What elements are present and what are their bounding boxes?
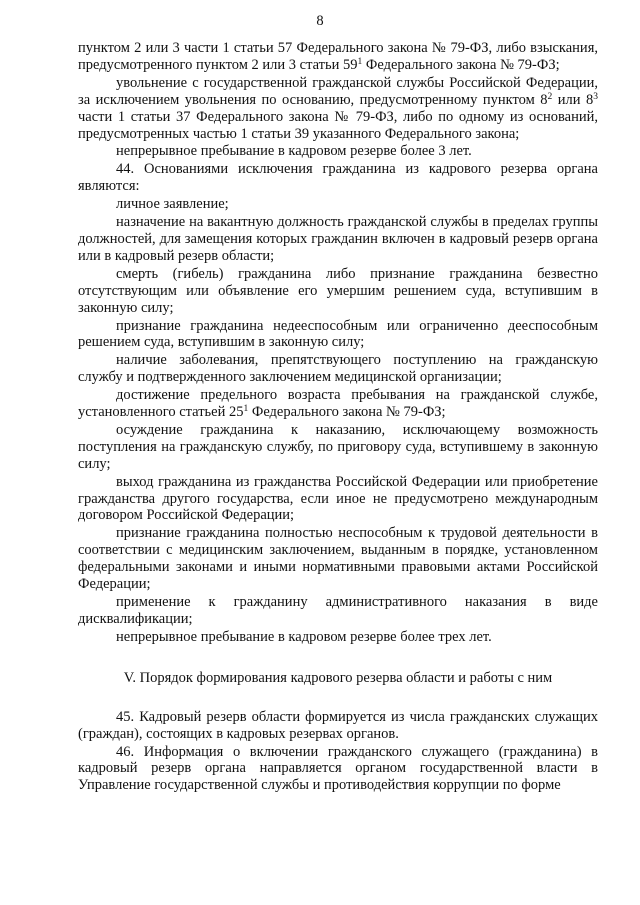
section-heading: V. Порядок формирования кадрового резерва области и работы с ним [123,669,553,686]
paragraph-disease: наличие заболевания, препятствующего поступлению на гражданскую службу и подтвержденного заключением медицинской организации; [78,352,598,386]
paragraph-conviction: осуждение гражданина к наказанию, исключающему возможность поступления на гражданскую службу, по приговору суда, вступившему в законную силу; [78,421,598,472]
paragraph-45: 45. Кадровый резерв области формируется из числа гражданских служащих (граждан), состоящих в кадровых резервах органов. [78,708,598,742]
superscript: 1 [243,404,249,415]
paragraph-appointment: назначение на вакантную должность гражданской службы в пределах группы должностей, для замещения которых гражданин включен в кадровый резерв органа или в кадровый резерв области; [78,214,598,264]
paragraph-personal-statement: личное заявление; [116,196,229,213]
paragraph-dismissal: увольнение с государственной гражданской службы Российской Федерации, за исключением увольнения по основанию, предусмотренному пунктом $8^2$ или $8^3$ части 1 статьи 37 Федерального закона № 79-ФЗ, либо по одному из оснований, предусмотренных частью 1 статьи 39 указанного Федерального закона; [78,74,598,142]
paragraph-46: 46. Информация о включении гражданского служащего (гражданина) в кадровый резерв органа направляется органом государственной власти в Управление государственной службы и противодействия коррупции по форме [78,743,598,794]
paragraph-age-limit: достижение предельного возраста пребывания на гражданской службе, установленного статьей $25^1$ Федерального закона № 79-ФЗ; [78,387,598,421]
superscript: 3 [593,91,598,102]
page-number: 8 [316,13,324,29]
superscript: 1 [357,56,363,67]
superscript: 2 [547,91,553,102]
document-body [78,40,598,795]
paragraph-work-incapacity: признание гражданина полностью неспособным к трудовой деятельности в соответствии с медицинским заключением, выданным в порядке, установленном федеральными законами и иными нормативными правовыми актами Российской Федерации; [78,525,598,593]
paragraph-reserve-three-years: непрерывное пребывание в кадровом резерве более трех лет. [116,628,492,645]
paragraph-citizenship: выход гражданина из гражданства Российской Федерации или приобретение гражданства другого государства, если иное не предусмотрено международным договором Российской Федерации; [78,473,598,524]
paragraph-44: 44. Основаниями исключения гражданина из кадрового резерва органа являются: [78,161,598,195]
paragraph-incapacity: признание гражданина недееспособным или ограниченно дееспособным решением суда, вступившим в законную силу; [78,317,598,351]
paragraph-continued: пунктом 2 или 3 части 1 статьи 57 Федерального закона № 79-ФЗ, либо взыскания, предусмотренного пунктом 2 или 3 статьи $59^1$ Федерального закона № 79-ФЗ; [78,40,598,73]
paragraph-reserve-3-years: непрерывное пребывание в кадровом резерве более 3 лет. [116,143,472,160]
paragraph-death: смерть (гибель) гражданина либо признание гражданина безвестно отсутствующим или объявление его умершим решением суда, вступившим в законную силу; [78,265,598,316]
paragraph-disqualification: применение к гражданину административного наказания в виде дисквалификации; [78,594,598,627]
